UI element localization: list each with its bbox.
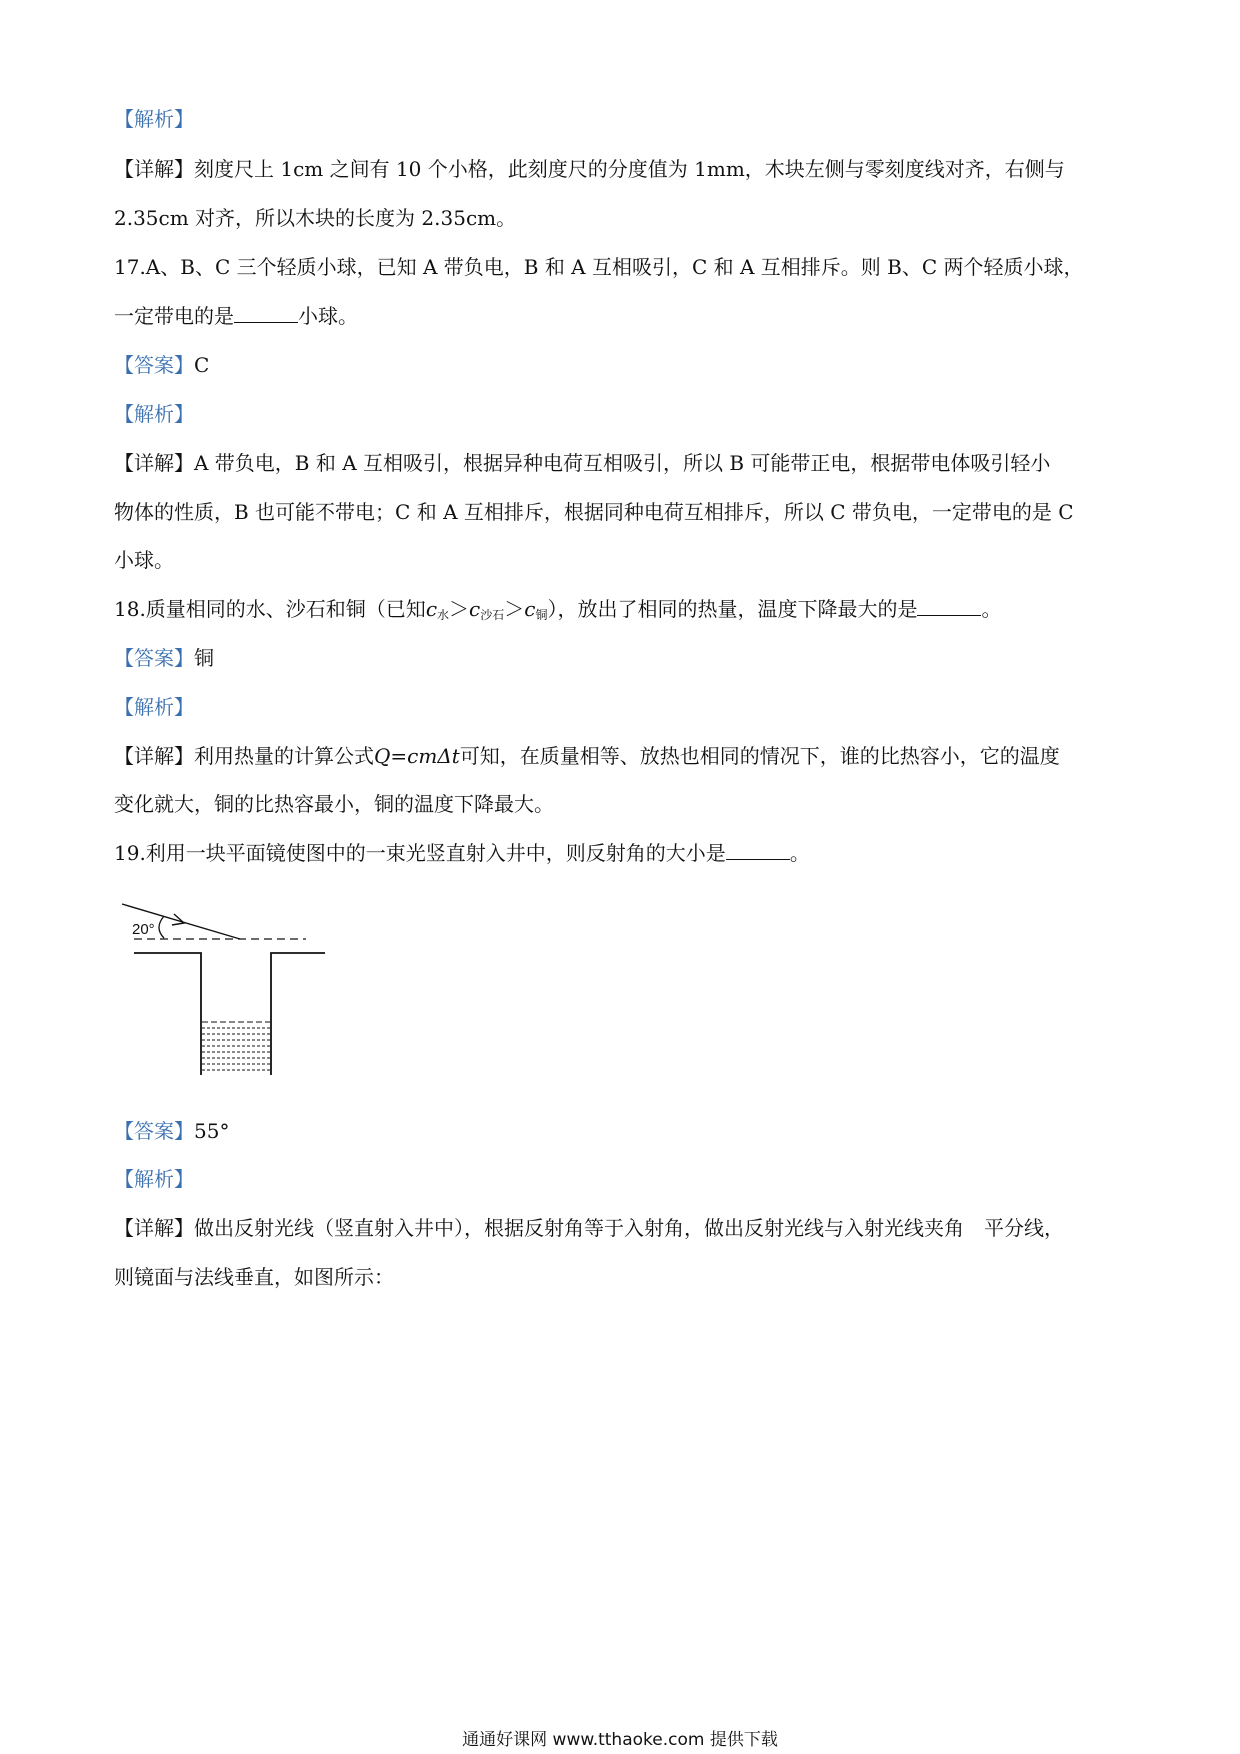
- detail-17-line3: 小球。: [114, 548, 174, 572]
- question-17-line2: 一定带电的是 小球。: [114, 304, 358, 328]
- answer-18: 【答案】铜: [114, 646, 214, 670]
- answer-19: 【答案】55°: [114, 1119, 230, 1143]
- angle-label: 20°: [132, 921, 155, 938]
- question-19: 19.利用一块平面镜使图中的一束光竖直射入井中，则反射角的大小是 。: [114, 841, 810, 865]
- answer-17: 【答案】C: [114, 353, 210, 377]
- detail-18-line2: 变化就大，铜的比热容最小，铜的温度下降最大。: [114, 792, 554, 816]
- answer-blank: [234, 304, 298, 323]
- question-18: 18.质量相同的水、沙石和铜（已知$c_水>c_{沙石}>c_铜$），放出了相同的热量，温度下降最大的是 。: [114, 597, 1002, 622]
- detail-18-line1: 【详解】利用热量的计算公式Q=cmΔt可知，在质量相等、放热也相同的情况下，谁的比热容小，它的温度: [114, 744, 1060, 768]
- answer-blank: [917, 597, 981, 616]
- analysis-tag-17: 【解析】: [114, 402, 194, 426]
- detail-16-line2: 2.35cm 对齐，所以木块的长度为 2.35cm。: [114, 206, 517, 230]
- detail-19-line1: 【详解】做出反射光线（竖直射入井中），根据反射角等于入射角，做出反射光线与入射光线夹角 平分线，: [114, 1216, 1064, 1240]
- detail-16-line1: 【详解】刻度尺上 1cm 之间有 10 个小格，此刻度尺的分度值为 1mm，木块左侧与零刻度线对齐，右侧与: [114, 157, 1065, 181]
- answer-blank: [726, 841, 790, 860]
- detail-17-line1: 【详解】A 带负电，B 和 A 互相吸引，根据异种电荷互相吸引，所以 B 可能带正电，根据带电体吸引轻小: [114, 451, 1051, 475]
- analysis-tag-18: 【解析】: [114, 695, 194, 719]
- well-right-wall: [271, 953, 325, 1075]
- well-left-wall: [134, 953, 201, 1075]
- detail-19-line2: 则镜面与法线垂直，如图所示：: [114, 1265, 394, 1289]
- angle-arc: [159, 916, 164, 938]
- page-footer: 通通好课网 www.tthaoke.com 提供下载: [462, 1730, 778, 1750]
- well-diagram: [112, 890, 342, 1086]
- analysis-tag-19: 【解析】: [114, 1167, 194, 1191]
- question-17-line1: 17.A、B、C 三个轻质小球，已知 A 带负电，B 和 A 互相吸引，C 和 A 互相排斥。则 B、C 两个轻质小球，: [114, 255, 1084, 279]
- analysis-tag-16: 【解析】: [114, 107, 194, 131]
- detail-17-line2: 物体的性质，B 也可能不带电；C 和 A 互相排斥，根据同种电荷互相排斥，所以 C 带负电，一定带电的是 C: [114, 500, 1074, 524]
- water: [202, 1022, 270, 1070]
